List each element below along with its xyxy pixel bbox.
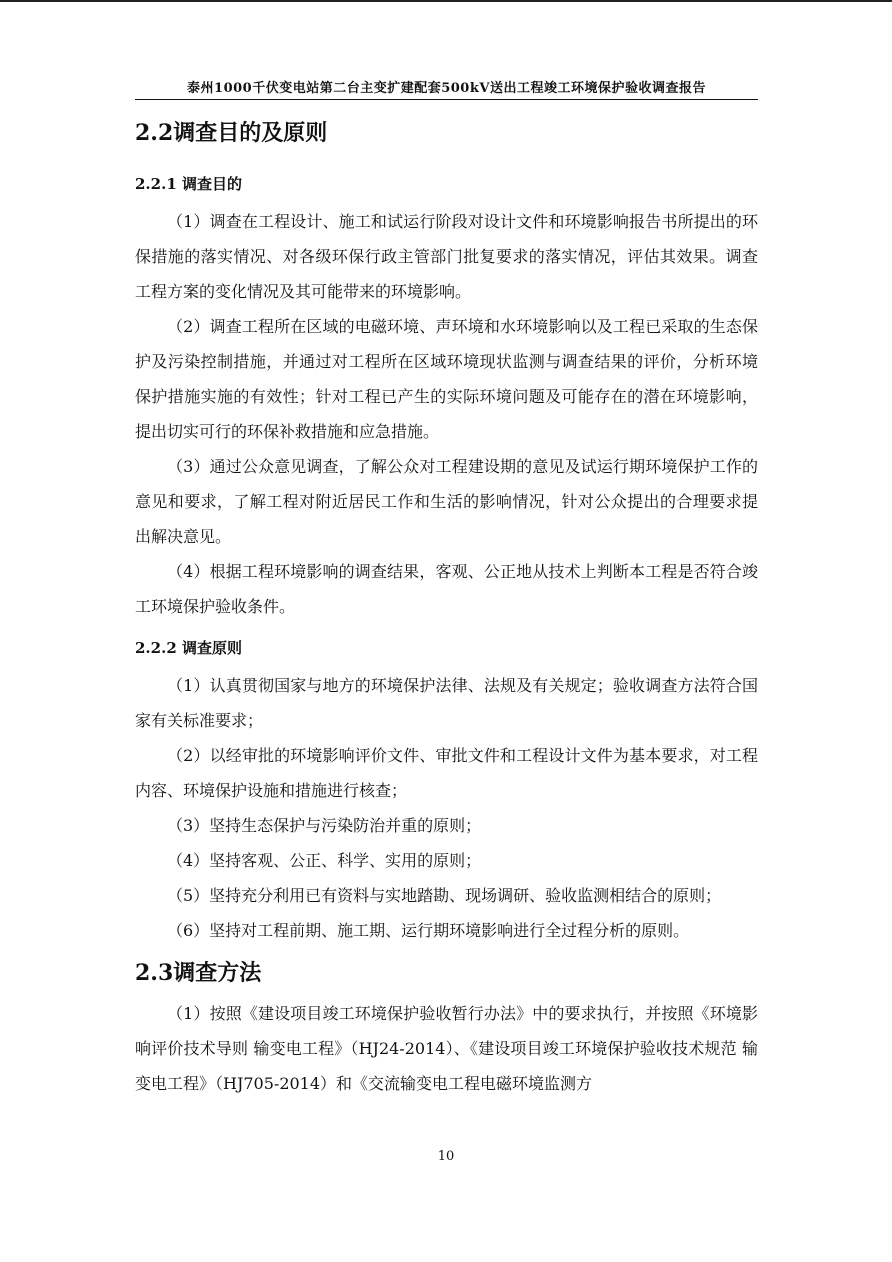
- paragraph: （4）根据工程环境影响的调查结果，客观、公正地从技术上判断本工程是否符合竣工环境保护验收条件。: [135, 562, 758, 616]
- page-number: 10: [437, 1149, 455, 1164]
- paragraph: （1）调查在工程设计、施工和试运行阶段对设计文件和环境影响报告书所提出的环保措施的落实情况、对各级环保行政主管部门批复要求的落实情况，评估其效果。调查工程方案的变化情况及其可能带来的环境影响。: [135, 212, 758, 301]
- paragraph: （3）坚持生态保护与污染防治并重的原则；: [167, 816, 482, 835]
- paragraph: （4）坚持客观、公正、科学、实用的原则；: [167, 851, 482, 870]
- paragraph: （5）坚持充分利用已有资料与实地踏勘、现场调研、验收监测相结合的原则；: [167, 886, 722, 905]
- paragraph: （6）坚持对工程前期、施工期、运行期环境影响进行全过程分析的原则。: [167, 921, 690, 940]
- subsection-heading-2-2-1: 2.2.1 调查目的: [135, 175, 242, 193]
- subsection-heading-2-2-2: 2.2.2 调查原则: [135, 639, 242, 657]
- paragraph: （3）通过公众意见调查，了解公众对工程建设期的意见及试运行期环境保护工作的意见和要求，了解工程对附近居民工作和生活的影响情况，针对公众提出的合理要求提出解决意见。: [135, 457, 758, 546]
- document-body: [135, 110, 758, 1101]
- paragraph: （2）调查工程所在区域的电磁环境、声环境和水环境影响以及工程已采取的生态保护及污染控制措施，并通过对工程所在区域环境现状监测与调查结果的评价，分析环境保护措施实施的有效性；针对工程已产生的实际环境问题及可能存在的潜在环境影响，提出切实可行的环保补救措施和应急措施。: [135, 317, 758, 441]
- paragraph: （2）以经审批的环境影响评价文件、审批文件和工程设计文件为基本要求，对工程内容、环境保护设施和措施进行核查；: [135, 746, 758, 800]
- paragraph: （1）按照《建设项目竣工环境保护验收暂行办法》中的要求执行，并按照《环境影响评价技术导则 输变电工程》（HJ24-2014）、《建设项目竣工环境保护验收技术规范 输变电工程》（HJ705-2014）和《交流输变电工程电磁环境监测方: [135, 1004, 758, 1093]
- running-header: 泰州1000千伏变电站第二台主变扩建配套500kV送出工程竣工环境保护验收调查报告: [187, 81, 706, 96]
- section-heading-2-3: 2.3调查方法: [135, 960, 262, 986]
- section-heading-2-2: 2.2调查目的及原则: [135, 120, 328, 146]
- paragraph: （1）认真贯彻国家与地方的环境保护法律、法规及有关规定；验收调查方法符合国家有关标准要求；: [135, 676, 758, 730]
- header-rule: [135, 99, 758, 100]
- page-top-border: [0, 0, 892, 2]
